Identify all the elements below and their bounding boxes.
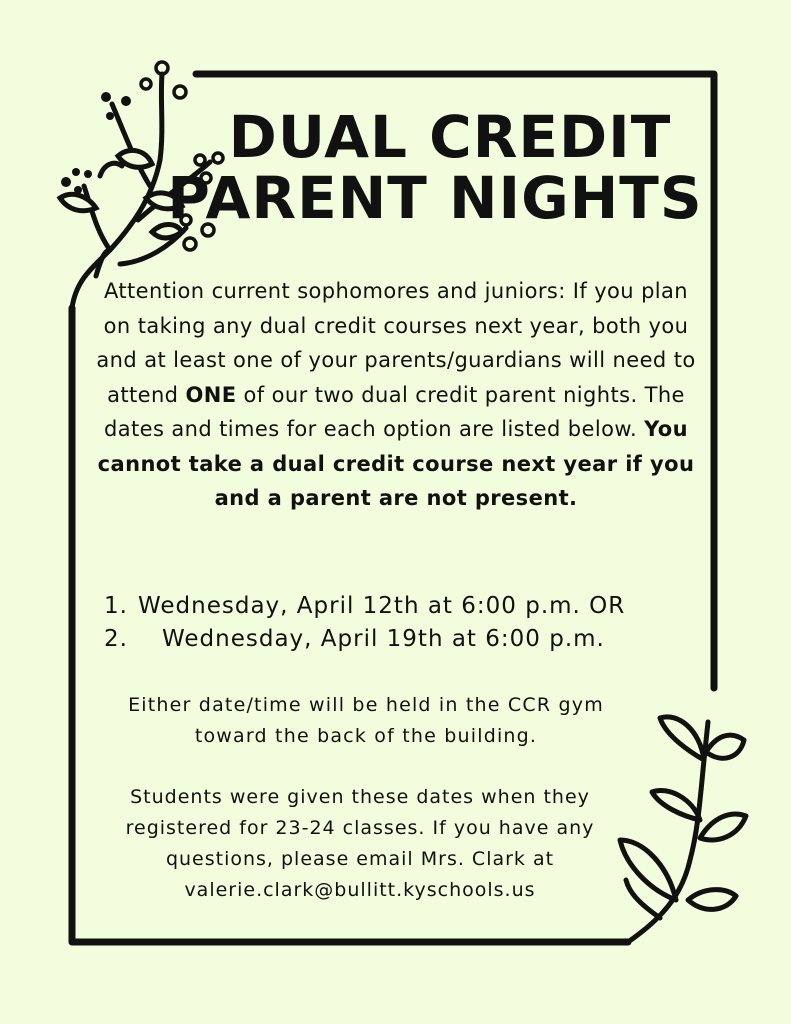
intro-text-1: Attention current sophomores and juniors: If you plan on taking any dual credit courses next year, both you and at least one of your parents/guardians will need to attend <box>96 279 696 407</box>
intro-emphasis: ONE <box>185 382 237 407</box>
contact-note: Students were given these dates when they registered for 23-24 classes. If you have any questions, please email Mrs. Clark at valerie.clark@bullitt.kyschools.us <box>125 786 595 901</box>
title-line-1: DUAL CREDIT <box>228 103 672 171</box>
date-item <box>104 623 704 656</box>
intro-warning: You cannot take a dual credit course next year if you and a parent are not present. <box>97 417 695 510</box>
intro-paragraph <box>96 274 696 516</box>
date-item <box>104 590 704 623</box>
intro-text-2: of our two dual credit parent nights. The dates and times for each option are listed below. <box>104 382 685 441</box>
location-note: Either date/time will be held in the CCR gym toward the back of the building. <box>128 694 604 747</box>
date-text: Wednesday, April 12th at 6:00 p.m. OR <box>138 593 626 619</box>
date-number: 1. <box>104 593 128 619</box>
date-number: 2. <box>104 626 128 652</box>
page-title <box>167 103 710 232</box>
title-line-2: PARENT NIGHTS <box>167 164 703 232</box>
date-list <box>104 590 704 656</box>
berry-cluster-icon <box>61 92 131 194</box>
date-text: Wednesday, April 19th at 6:00 p.m. <box>162 626 605 652</box>
